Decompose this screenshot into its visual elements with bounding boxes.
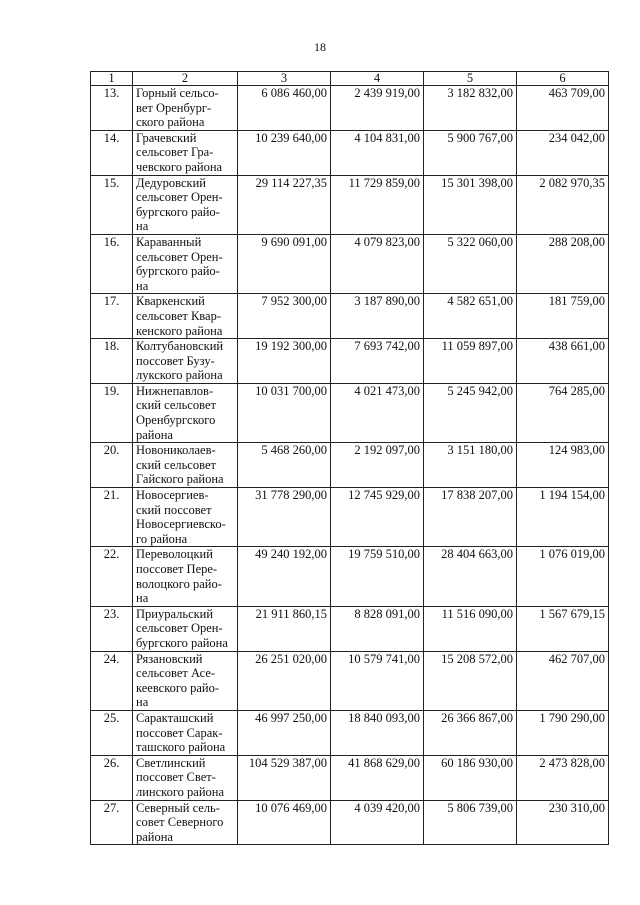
municipality-name-line: поссовет Сарак- [136,725,223,740]
table-row [91,651,609,710]
amount-column-6: 230 310,00 [517,800,609,845]
amount-column-3: 10 239 640,00 [238,130,331,175]
municipality-name-line: сельсовет Квар- [136,308,221,323]
table-row [91,755,609,800]
municipality-name [133,547,238,606]
municipality-name-line: кеевского райо- [136,680,220,695]
amount-column-5: 15 301 398,00 [424,175,517,234]
municipality-name [133,800,238,845]
table-row [91,175,609,234]
municipality-name-line: ский поссовет [136,502,212,517]
amount-column-4: 41 868 629,00 [331,755,424,800]
municipality-name-line: Караванный [136,234,202,249]
municipality-name-line: Переволоцкий [136,547,213,562]
column-header-6: 6 [517,72,609,86]
amount-column-4: 8 828 091,00 [331,606,424,651]
row-number: 19. [91,383,133,442]
amount-column-5: 28 404 663,00 [424,547,517,606]
municipality-name [133,755,238,800]
municipality-name-line: бургского района [136,635,228,650]
municipality-name-line: поссовет Бузу- [136,353,215,368]
page-number: 18 [314,40,326,54]
amount-column-4: 4 104 831,00 [331,130,424,175]
municipality-name-line: бургского райо- [136,264,220,279]
column-header-2: 2 [133,72,238,86]
amount-column-6: 2 473 828,00 [517,755,609,800]
municipality-name-line: Оренбургского [136,413,216,428]
municipality-name-line: на [136,695,149,710]
municipality-name-line: сельсовет Орен- [136,621,223,636]
row-number: 26. [91,755,133,800]
row-number: 20. [91,443,133,488]
amount-column-5: 60 186 930,00 [424,755,517,800]
municipality-name-line: сельсовет Орен- [136,190,223,205]
amount-column-3: 10 031 700,00 [238,383,331,442]
municipality-name [133,383,238,442]
municipality-name-line: на [136,219,149,234]
row-number: 27. [91,800,133,845]
column-header-5: 5 [424,72,517,86]
municipality-name [133,175,238,234]
municipality-name-line: Грачевский [136,130,197,145]
table-body [91,86,609,845]
amount-column-3: 19 192 300,00 [238,339,331,384]
municipality-name-line: кенского района [136,323,223,338]
column-header-4: 4 [331,72,424,86]
municipality-name-line: ского района [136,115,205,130]
amount-column-4: 2 192 097,00 [331,443,424,488]
municipality-name-line: сельсовет Асе- [136,666,216,681]
table-row [91,234,609,293]
amount-column-4: 18 840 093,00 [331,710,424,755]
amount-column-4: 4 021 473,00 [331,383,424,442]
amount-column-4: 4 039 420,00 [331,800,424,845]
table-row [91,339,609,384]
amount-column-4: 19 759 510,00 [331,547,424,606]
amount-column-4: 3 187 890,00 [331,294,424,339]
municipality-name-line: Кваркенский [136,294,205,309]
amount-column-6: 1 076 019,00 [517,547,609,606]
amount-column-6: 234 042,00 [517,130,609,175]
amount-column-3: 7 952 300,00 [238,294,331,339]
amount-column-6: 462 707,00 [517,651,609,710]
row-number: 21. [91,488,133,547]
municipality-name-line: поссовет Пере- [136,562,218,576]
amount-column-5: 3 182 832,00 [424,86,517,131]
amount-column-3: 5 468 260,00 [238,443,331,488]
row-number: 25. [91,710,133,755]
municipality-name-line: сельсовет Гра- [136,145,214,160]
budget-table [90,71,609,845]
table-row [91,130,609,175]
amount-column-3: 21 911 860,15 [238,606,331,651]
row-number: 23. [91,606,133,651]
amount-column-6: 764 285,00 [517,383,609,442]
municipality-name-line: на [136,591,149,606]
municipality-name-line: Светлинский [136,755,206,770]
municipality-name-line: го района [136,531,188,546]
municipality-name-line: линского района [136,784,225,799]
municipality-name [133,294,238,339]
amount-column-4: 12 745 929,00 [331,488,424,547]
amount-column-6: 1 567 679,15 [517,606,609,651]
municipality-name-line: ский сельсовет [136,398,216,413]
municipality-name-line: волоцкого райо- [136,576,222,591]
municipality-name [133,488,238,547]
municipality-name-line: Саракташский [136,710,214,725]
amount-column-5: 5 900 767,00 [424,130,517,175]
row-number: 24. [91,651,133,710]
municipality-name-line: района [136,829,173,844]
amount-column-5: 26 366 867,00 [424,710,517,755]
table-row [91,443,609,488]
municipality-name-line: на [136,278,149,293]
amount-column-6: 181 759,00 [517,294,609,339]
amount-column-5: 15 208 572,00 [424,651,517,710]
amount-column-5: 4 582 651,00 [424,294,517,339]
amount-column-6: 438 661,00 [517,339,609,384]
municipality-name-line: поссовет Свет- [136,770,216,785]
municipality-name [133,651,238,710]
row-number: 22. [91,547,133,606]
amount-column-4: 4 079 823,00 [331,234,424,293]
municipality-name [133,443,238,488]
amount-column-3: 104 529 387,00 [238,755,331,800]
municipality-name-line: района [136,427,173,442]
municipality-name-line: Рязановский [136,651,203,666]
amount-column-4: 10 579 741,00 [331,651,424,710]
amount-column-5: 5 322 060,00 [424,234,517,293]
municipality-name [133,234,238,293]
municipality-name [133,710,238,755]
row-number: 17. [91,294,133,339]
amount-column-3: 26 251 020,00 [238,651,331,710]
amount-column-3: 29 114 227,35 [238,175,331,234]
municipality-name-line: Колтубановский [136,339,224,354]
amount-column-5: 17 838 207,00 [424,488,517,547]
row-number: 14. [91,130,133,175]
table-row [91,800,609,845]
amount-column-3: 10 076 469,00 [238,800,331,845]
table-row [91,294,609,339]
amount-column-4: 2 439 919,00 [331,86,424,131]
municipality-name-line: сельсовет Орен- [136,249,223,264]
amount-column-5: 11 516 090,00 [424,606,517,651]
table-row [91,488,609,547]
table-row [91,547,609,606]
amount-column-3: 9 690 091,00 [238,234,331,293]
row-number: 16. [91,234,133,293]
municipality-name-line: ташского района [136,740,226,755]
municipality-name-line: Северный сель- [136,800,220,815]
amount-column-3: 31 778 290,00 [238,488,331,547]
municipality-name-line: вет Оренбург- [136,100,212,115]
amount-column-5: 5 245 942,00 [424,383,517,442]
amount-column-3: 6 086 460,00 [238,86,331,131]
row-number: 15. [91,175,133,234]
municipality-name [133,130,238,175]
municipality-name-line: Новониколаев- [136,443,216,458]
municipality-name-line: Новосергиев- [136,488,209,503]
amount-column-5: 3 151 180,00 [424,443,517,488]
municipality-name [133,606,238,651]
column-header-3: 3 [238,72,331,86]
amount-column-6: 288 208,00 [517,234,609,293]
amount-column-6: 2 082 970,35 [517,175,609,234]
municipality-name-line: Приуральский [136,606,214,621]
amount-column-5: 5 806 739,00 [424,800,517,845]
municipality-name [133,86,238,131]
amount-column-6: 463 709,00 [517,86,609,131]
municipality-name-line: ский сельсовет [136,457,216,472]
table-row [91,383,609,442]
amount-column-4: 7 693 742,00 [331,339,424,384]
amount-column-4: 11 729 859,00 [331,175,424,234]
municipality-name-line: Дедуровский [136,175,207,190]
row-number: 13. [91,86,133,131]
column-header-1: 1 [91,72,133,86]
municipality-name-line: Гайского района [136,472,224,487]
municipality-name-line: лукского района [136,368,223,383]
table-header-row [91,72,609,86]
municipality-name-line: чевского района [136,159,223,174]
amount-column-6: 1 194 154,00 [517,488,609,547]
amount-column-6: 1 790 290,00 [517,710,609,755]
amount-column-3: 46 997 250,00 [238,710,331,755]
table-row [91,710,609,755]
amount-column-5: 11 059 897,00 [424,339,517,384]
amount-column-3: 49 240 192,00 [238,547,331,606]
municipality-name-line: Новосергиевско- [136,517,226,532]
municipality-name-line: совет Северного [136,815,224,830]
row-number: 18. [91,339,133,384]
table-row [91,86,609,131]
municipality-name-line: Нижнепавлов- [136,383,214,398]
table-row [91,606,609,651]
municipality-name-line: Горный сельсо- [136,86,219,100]
municipality-name [133,339,238,384]
amount-column-6: 124 983,00 [517,443,609,488]
municipality-name-line: бургского райо- [136,204,220,219]
